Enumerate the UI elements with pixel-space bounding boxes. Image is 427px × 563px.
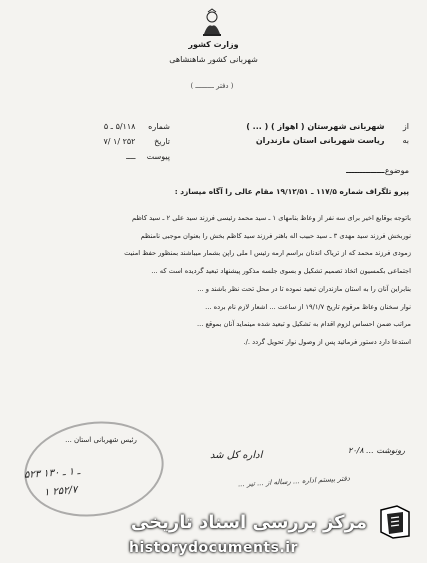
date-row — [60, 137, 170, 152]
handwritten-number: ۵۲۳ ـ ۱ ـ ۱۳۰ — [23, 466, 81, 481]
date-value: ۲۵۲ /۱ /۷ — [103, 137, 136, 146]
number-value: ۵/۱۱۸ ـ ۵ — [103, 122, 136, 131]
subject-line: پیرو تلگراف شماره ۱۱۷/۵ ـ ۱۹/۱۲/۵۱ مقام عالی را آگاه میسازد : — [174, 187, 409, 196]
body-line: بنابراین آنان را به استان مازندران تبعید نموده تا در محل تحت نظر باشند و ... — [197, 284, 411, 293]
address-block — [179, 122, 409, 180]
archive-logo-icon — [377, 504, 413, 540]
watermark-title: مرکز بررسی اسناد تاریخی — [130, 512, 367, 533]
attachment-label: پیوست — [146, 152, 170, 161]
lion-and-sun-emblem-icon — [198, 8, 226, 38]
from-value: شهربانی شهرستان ( اهواز ) ( ... ) — [246, 122, 385, 131]
copy-note: اداره کل شد — [210, 450, 263, 461]
signature-title: رئیس شهربانی استان ... — [65, 436, 137, 444]
handwritten-date: ۱ ۲۵۲/۷ — [43, 484, 78, 499]
from-row — [179, 122, 409, 136]
right-margin-note: رونوشت ... ۲۰/۸ — [348, 446, 405, 455]
number-row — [60, 122, 170, 137]
body-line: نوار سخنان وعاظ مرقوم تاریخ ۱۹/۱/۷ از ساعت ... اشعار لازم نام برده ... — [205, 302, 411, 311]
handwritten-note: دفتر بیستم اداره ... رساله از ... تیر ... — [237, 474, 351, 489]
attachment-value: ــــ — [126, 152, 136, 161]
office-reference: ( دفتر ـــــــــ ) — [190, 82, 234, 90]
signature-block — [36, 436, 166, 450]
to-row — [179, 136, 409, 150]
body-line: زمودی فرزند محمد که از تریاک اندنان براسم ارمه رئیس ا ملی راپن بشمار میباشند بمنظور حفظ امنیت — [124, 249, 411, 258]
letter-body — [15, 210, 411, 352]
subject-row — [179, 166, 409, 180]
to-value: ریاست شهربانی استان مازندران — [255, 136, 385, 145]
body-line: مراتب ضمن احساس لزوم اقدام به تشکیل و تبعید شده مینماید آنان بموقع ... — [196, 320, 411, 329]
body-line: استدعا دارد دستور فرمائید پس از وصول نوار تحویل گردد ./. — [243, 337, 411, 346]
reference-block — [60, 122, 170, 167]
body-line: نوربخش فرزند سید مهدی ۳ ـ سید حبیب اله باهنر فرزند سید کاظم بخش را بعنوان موجبی نامنظم — [140, 231, 411, 240]
ministry-title: وزارت کشور — [188, 40, 239, 49]
body-line: اجتماعی بکمسیون اتخاذ تصمیم تشکیل و بسوی جلسه مذکور پیشنهاد تبعید گردیده است که ... — [151, 267, 411, 276]
subject-value: ــــــــــــــ — [346, 166, 385, 175]
from-label: از — [402, 122, 409, 131]
subject-label: موضوع — [384, 166, 409, 175]
attachment-row — [60, 152, 170, 167]
number-label: شماره — [148, 122, 170, 131]
to-label: به — [402, 136, 409, 145]
watermark-url: historydocuments.ir — [129, 540, 298, 556]
date-label: تاریخ — [154, 137, 170, 146]
body-line: باتوجه بوقایع اخیر برای سه نفر از وعاظ بنامهای ۱ ـ سید محمد رئیسی فرزند سید علی ۲ ـ سید کاظم — [132, 214, 411, 222]
department-title: شهربانی کشور شاهنشاهی — [169, 55, 258, 64]
